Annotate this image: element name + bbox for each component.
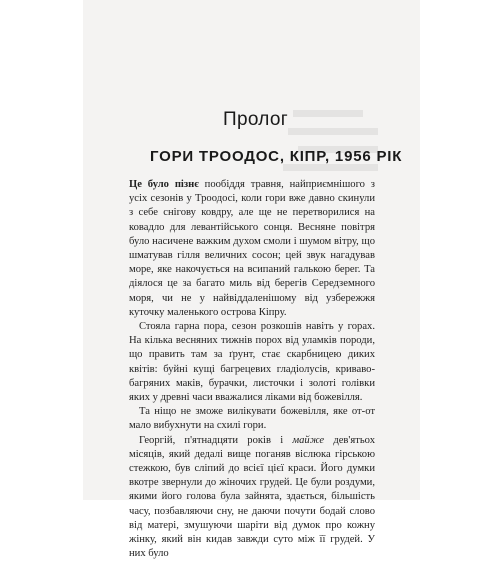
paragraph-1 (129, 178, 375, 320)
chapter-subtitle: ГОРИ ТРООДОС, КІПР, 1956 РІК (150, 148, 403, 165)
paragraph-4-text: дев'ятьох місяців, який дедалі вище поганяв віслюка гірською стежкою, був сліпий до всієї цієї краси. Його думки вкотре звернули до жіночих грудей. Це були роздуми, якими його голова була зайнята, здається, більшість часу, позбавляючи сну, не даючи почути бодай слово від матері, змушуючи шаріти від думок про кожну жінку, який він кидав завжди суто між її грудей. У них було (129, 434, 375, 560)
emphasis: майже (292, 434, 325, 446)
paragraph-4-before: Георгій, п'ятнадцяти років і (139, 434, 293, 446)
paragraph-lead: Це було пізнє (129, 179, 199, 190)
body-text (129, 178, 375, 561)
paragraph-4 (129, 434, 375, 561)
paragraph-3: Та ніщо не зможе вилікувати божевілля, яке от-от мало вибухнути на схилі гори. (129, 406, 375, 432)
chapter-title: Пролог (223, 109, 288, 130)
book-page (83, 0, 420, 560)
paragraph-2: Стояла гарна пора, сезон розкошів навіть у горах. На кілька весняних тижнів порох від уламків породи, що править там за ґрунт, стає скарбницею диких квітів: буйні кущі багрецевих гладіолусів, криваво-багряних маків, бурачки, листочки і золоті голівки яких у древні часи вважалися ліками від божевілля. (129, 321, 375, 404)
paragraph-1-text: пообіддя травня, найприємнішого з усіх сезонів у Троодосі, коли гори вже давно скинули з себе снігову ковдру, але ще не перетворилися на ковадло для левантійського сонця. Весняне повітря було насичене важким духом смоли і шумом вітру, що шматував гілля величних сосон; цей звук нагадував море, яке накочується на всипаний галькою берег. Та діялося це за багато миль від берегів Середземного моря, чи не у найвіддаленішому від узбережжя куточку маленького острова Кіпру. (129, 179, 375, 318)
